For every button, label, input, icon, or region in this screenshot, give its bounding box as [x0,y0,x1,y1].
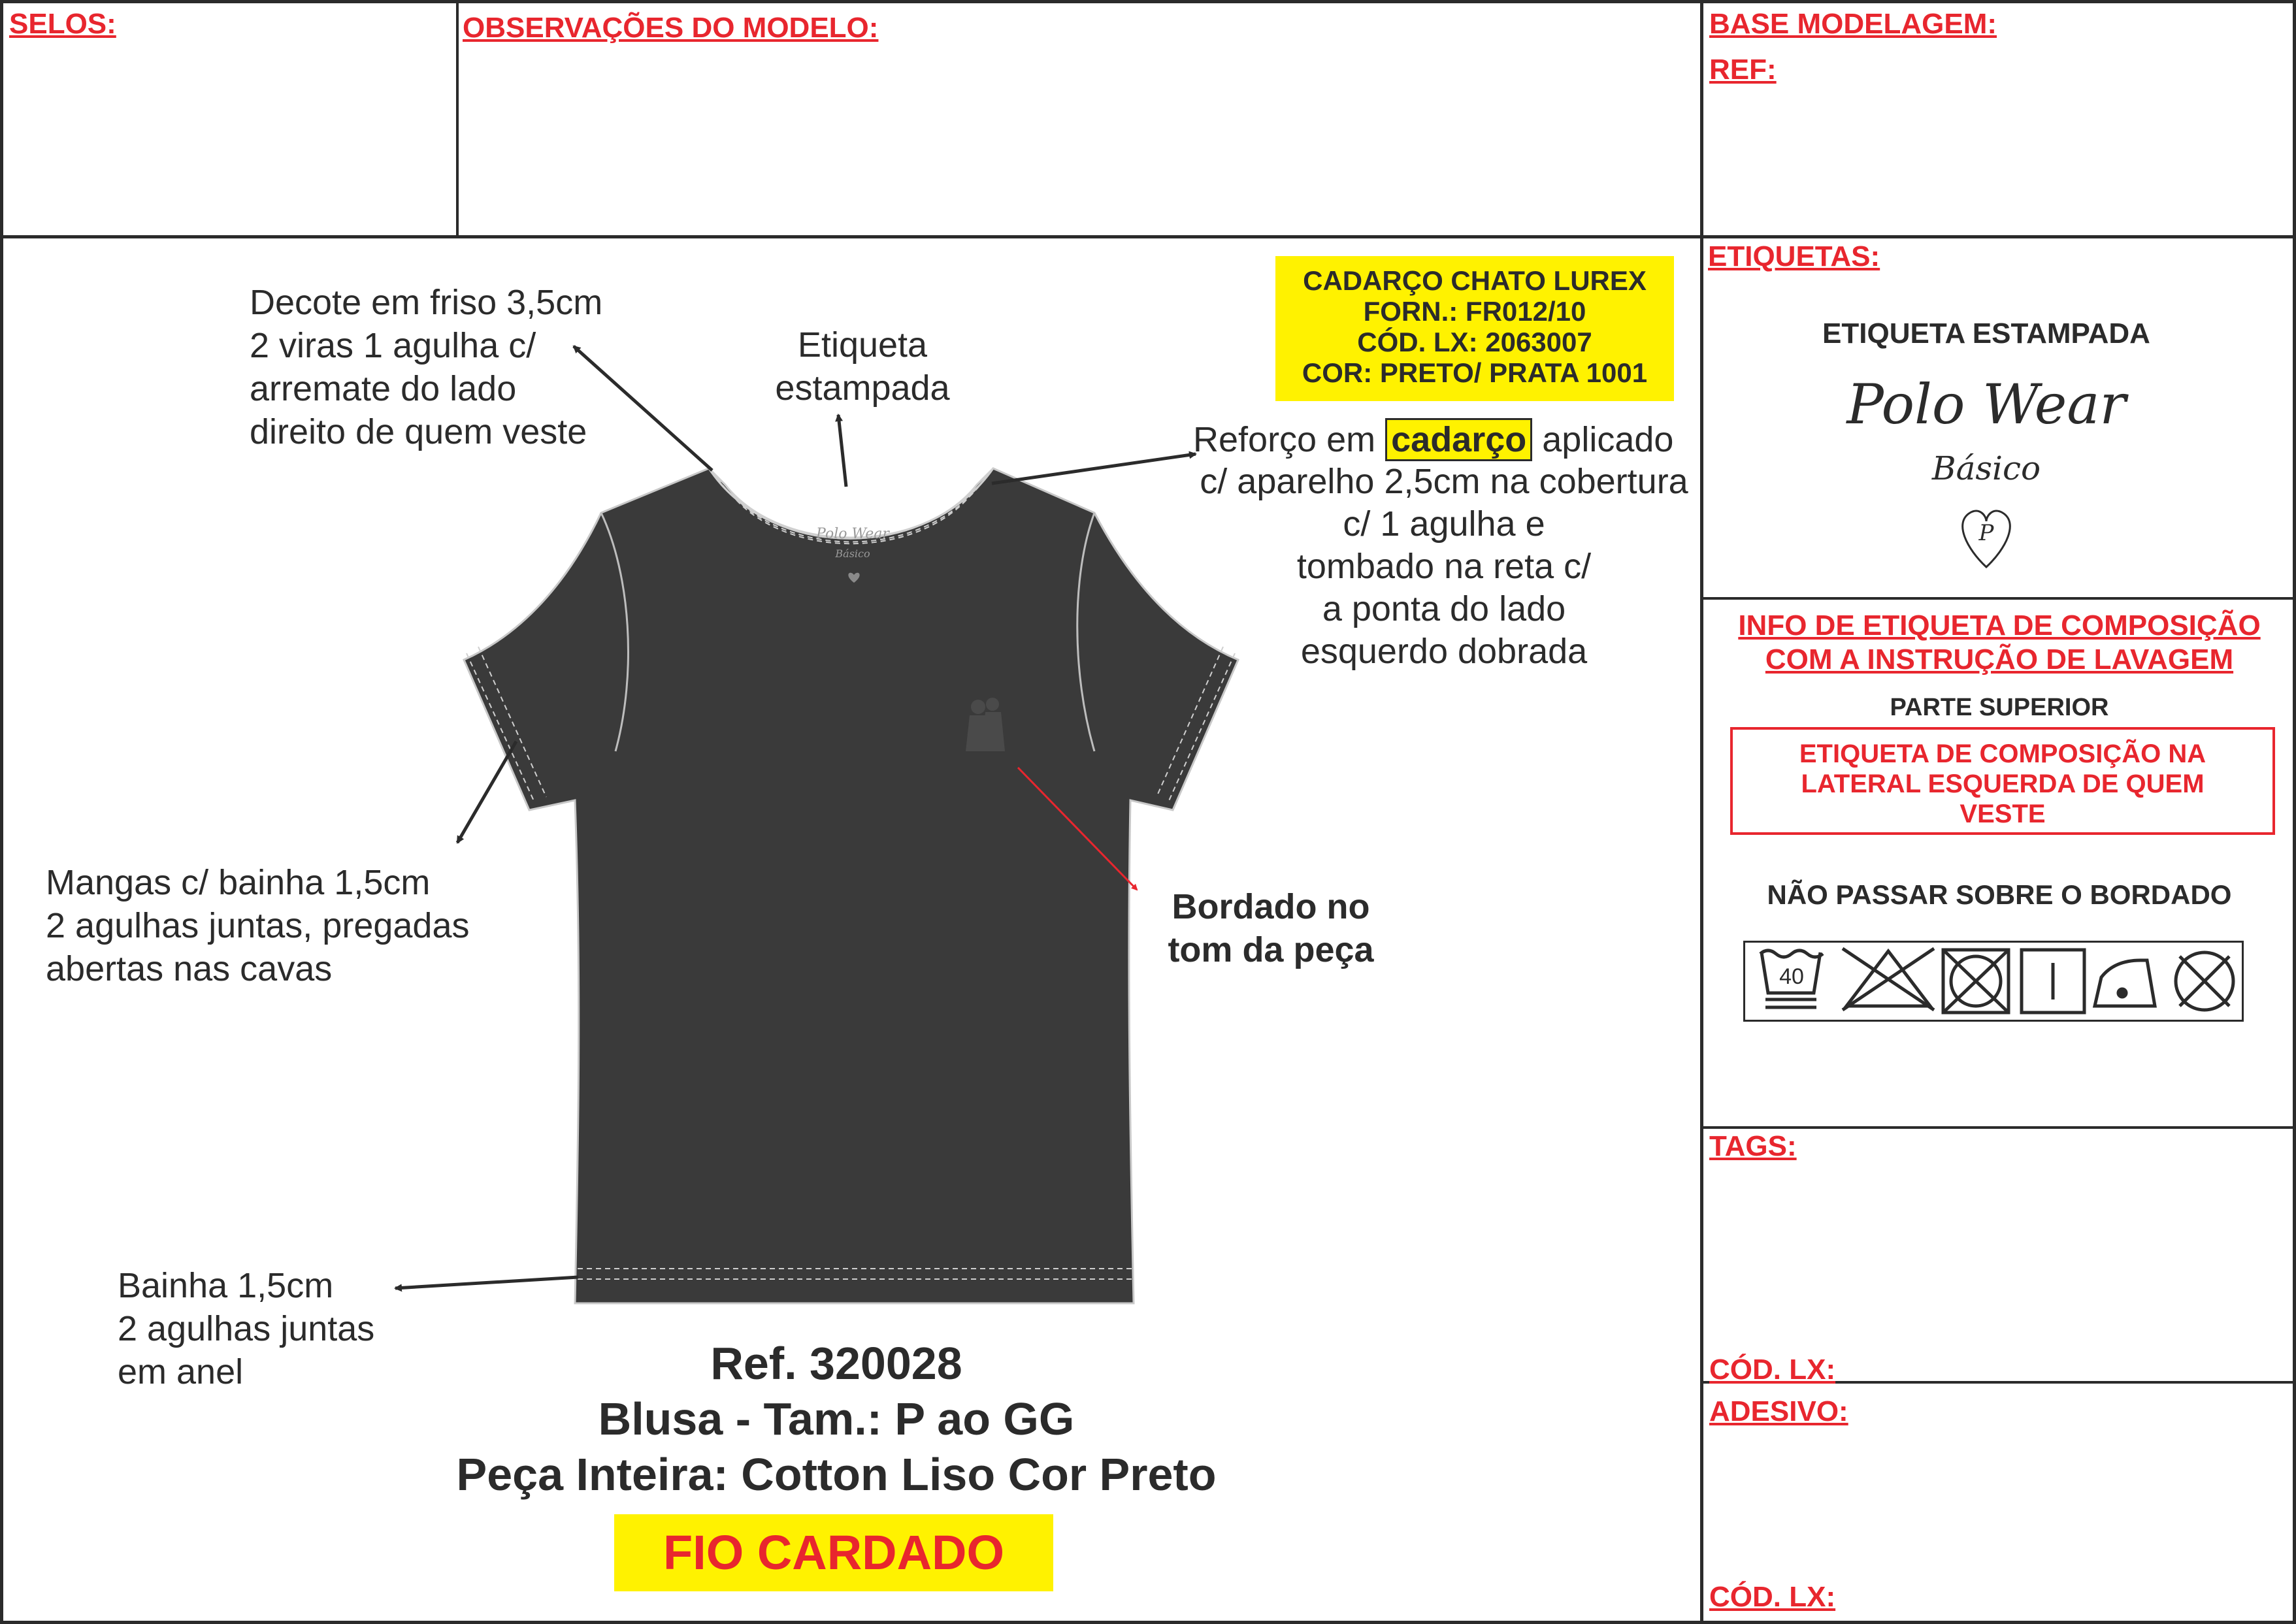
base-modelagem-label: BASE MODELAGEM: [1709,8,1997,40]
product-ref: Ref. 320028 [710,1338,962,1389]
bainha-annotation: Bainha 1,5cm 2 agulhas juntas em anel [118,1266,375,1391]
care-icons-strip [1743,941,2244,1022]
brand-logo: Polo Wear [1846,372,2126,436]
cod-lx-adesivo-label: CÓD. LX: [1709,1581,1836,1613]
parte-superior: PARTE SUPERIOR [1890,694,2109,721]
info-composicao-title: INFO DE ETIQUETA DE COMPOSIÇÃO COM A INSTRUÇÃO DE LAVAGEM [1738,609,2261,675]
ref-label: REF: [1709,54,1777,86]
adesivo-label: ADESIVO: [1709,1395,1848,1427]
wash-temp: 40 [1779,964,1804,989]
mangas-annotation: Mangas c/ bainha 1,5cm 2 agulhas juntas, pregadas abertas nas cavas [46,863,470,988]
etiquetas-label: ETIQUETAS: [1708,240,1880,272]
reforco-annotation: c/ aparelho 2,5cm na cobertura c/ 1 agulha e tombado na reta c/ a ponta do lado esquerdo dobrada [1200,462,1688,671]
decote-annotation: Decote em friso 3,5cm 2 viras 1 agulha c/ arremate do lado direito de quem veste [250,283,603,451]
neck-label-brand: Polo Wear [816,526,889,542]
selos-label: SELOS: [9,8,116,40]
observacoes-label: OBSERVAÇÕES DO MODELO: [463,12,879,44]
bordado-annotation: Bordado no tom da peça [1168,887,1374,969]
composicao-box: ETIQUETA DE COMPOSIÇÃO NA LATERAL ESQUERDA DE QUEM VESTE [1730,727,2275,835]
fio-cardado-badge: FIO CARDADO [614,1514,1053,1591]
brand-monogram: P [1978,520,1994,546]
cadarco-highlight: cadarço [1385,418,1532,461]
tags-label: TAGS: [1709,1130,1797,1162]
nao-passar-warning: NÃO PASSAR SOBRE O BORDADO [1767,879,2232,910]
brand-line: Básico [1931,449,2041,487]
reforco-first-line: Reforço em cadarço aplicado [1193,418,1673,461]
neck-label-line: Básico [835,547,870,560]
etiqueta-estampada-title: ETIQUETA ESTAMPADA [1822,317,2150,349]
cadarco-box: CADARÇO CHATO LUREX FORN.: FR012/10 CÓD. LX: 2063007 COR: PRETO/ PRATA 1001 [1275,256,1674,401]
etiqueta-annotation: Etiqueta estampada [775,325,950,408]
cod-lx-tags-label: CÓD. LX: [1709,1354,1836,1386]
product-info [366,1336,1307,1502]
product-name: Blusa - Tam.: P ao GG [598,1393,1075,1444]
product-material: Peça Inteira: Cotton Liso Cor Preto [456,1449,1217,1500]
tshirt-body [464,468,1238,1303]
